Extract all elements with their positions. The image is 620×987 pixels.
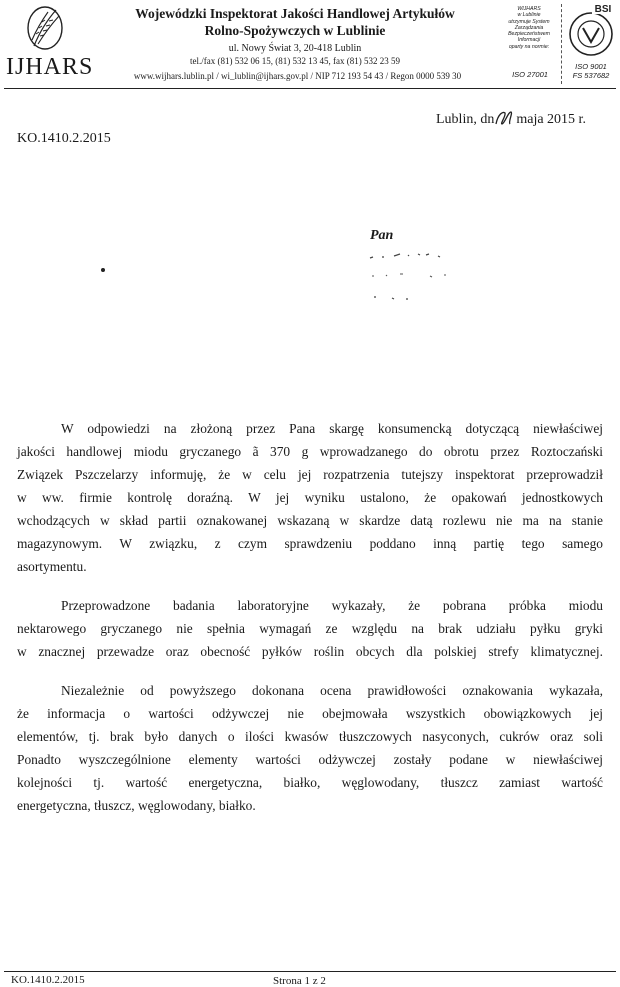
institution-name-line2: Rolno-Spożywczych w Lublinie — [204, 23, 386, 38]
body-line: kolejności tj. wartość energetyczna, białko, węglowodany, tłuszcz zamiast wartość — [17, 775, 603, 790]
body-line: elementów, tj. brak było danych o ilości kwasów tłuszczowych nasyconych, cukrów oraz soli — [17, 729, 603, 744]
note-line: oparty na normie: — [508, 43, 550, 50]
body-line: wchodzących w skład partii oznakowanej wskazaną w skardze datą rozlewu nie ma na stanie — [17, 513, 603, 528]
note-line: Zarządzania — [514, 24, 544, 31]
institution-address: ul. Nowy Świat 3, 20-418 Lublin — [228, 43, 362, 54]
body-line: że informacja o wartości odżywczej nie obejmowała wszystkich obowiązkowych jej — [17, 706, 603, 721]
header-rule — [4, 88, 616, 89]
bsi-certification-seal — [566, 2, 616, 62]
body-line: magazynowym. W związku, z czym sprawdzeniu poddano inną partię tego samego — [17, 536, 603, 551]
iso-9001-label — [563, 62, 619, 80]
institution-name-line1: Wojewódzki Inspektorat Jakości Handlowej Artykułów — [135, 6, 455, 21]
body-line: nektarowego gryczanego nie spełnia wymagań ze względu na brak udziału pyłku gryki — [17, 621, 603, 636]
ijhars-wheat-logo — [26, 4, 64, 54]
institution-phone: tel./fax (81) 532 06 15, (81) 532 13 45, fax (81) 532 23 59 — [190, 56, 400, 66]
recipient-salutation: Pan — [370, 228, 394, 243]
body-line: w znacznej przewadze oraz obecność pyłków roślin obcych dla polskiej strefy klimatycznej. — [17, 644, 603, 659]
iso-27001-label: ISO 27001 — [512, 70, 548, 79]
body-line: Niezależnie od powyższego dokonana ocena prawidłowości oznakowania wykazała, — [61, 683, 603, 698]
body-line: Ponadto wyszczególnione elementy wartości odżywczej zostały podane w niewłaściwej — [17, 752, 603, 767]
handwritten-day-mark — [494, 110, 516, 126]
certificate-divider — [561, 4, 562, 84]
note-line: utrzymuje System — [508, 18, 550, 25]
note-line: Informacji — [517, 37, 541, 44]
note-line: Bezpieczeństwem — [508, 31, 550, 38]
iso-9001-text: ISO 9001 — [575, 62, 607, 71]
ijhars-logo-text: IJHARS — [6, 54, 94, 80]
footer-rule — [4, 971, 616, 972]
redacted-address — [360, 240, 480, 310]
body-line: energetyczna, tłuszcz, węglowodany, białko. — [17, 798, 256, 813]
note-line: WIJHARS — [517, 6, 541, 12]
bsi-label: BSI — [594, 4, 612, 15]
fs-number: FS 537682 — [572, 71, 610, 80]
institution-contact: www.wijhars.lublin.pl / wi_lublin@ijhars.gov.pl / NIP 712 193 54 43 / Regon 0000 539 30 — [133, 71, 462, 81]
body-line: w ww. firmie kontrolę doraźną. W jej wyniku ustalono, że opakowań jednostkowych — [17, 490, 603, 505]
body-line: asortymentu. — [17, 559, 87, 574]
security-system-note — [503, 6, 555, 50]
footer-page-number: Strona 1 z 2 — [273, 975, 326, 987]
note-line: w Lublinie — [517, 12, 541, 19]
footer-reference: KO.1410.2.2015 — [11, 974, 85, 986]
body-line: W odpowiedzi na złożoną przez Pana skargę konsumencką dotyczącą niewłaściwej — [61, 421, 603, 436]
stray-mark — [101, 268, 105, 272]
date-suffix: maja 2015 r. — [516, 112, 586, 127]
date-prefix: Lublin, dn — [436, 112, 495, 127]
case-number: KO.1410.2.2015 — [17, 131, 111, 146]
body-line: jakości handlowej miodu gryczanego ã 370 g wprowadzanego do obrotu przez Roztoczański — [17, 444, 603, 459]
body-line: Związek Pszczelarzy informuję, że w celu jej rozpatrzenia tutejszy inspektorat przeprowadził — [17, 467, 603, 482]
place-and-date — [436, 110, 586, 128]
body-line: Przeprowadzone badania laboratoryjne wykazały, że pobrana próbka miodu — [61, 598, 603, 613]
